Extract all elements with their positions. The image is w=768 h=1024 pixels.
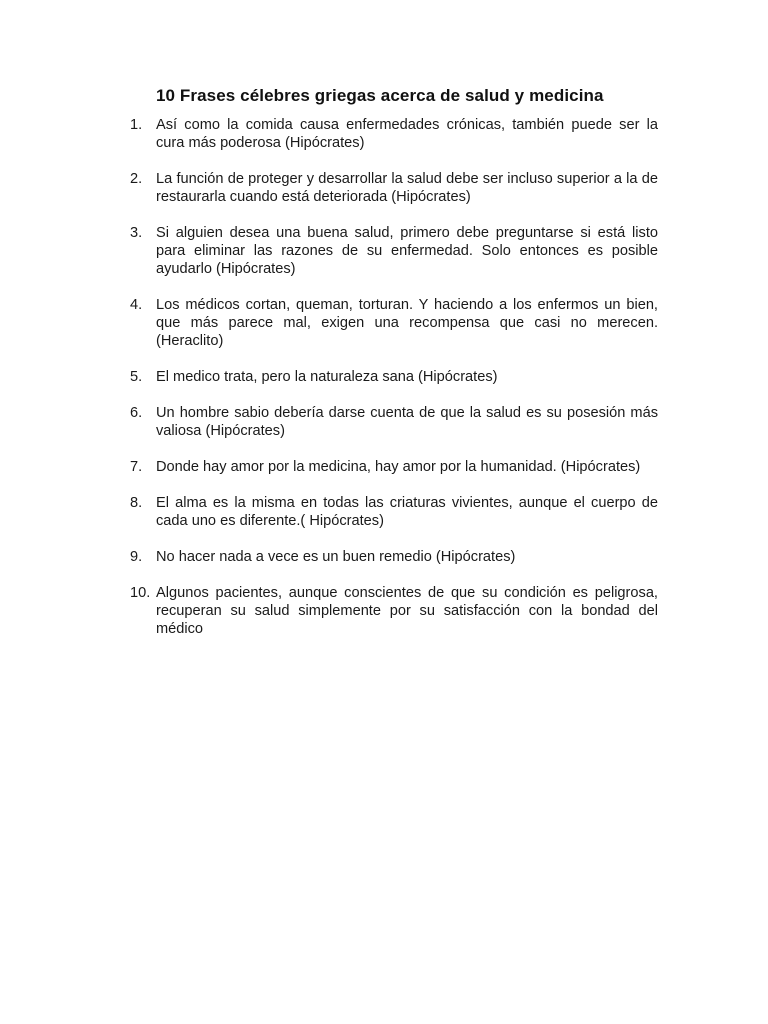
quote-text: Los médicos cortan, queman, torturan. Y haciendo a los enfermos un bien, que más parece mal, exigen una recompensa que casi no merecen. (Heraclito) [156,297,658,349]
quote-item-4 [130,296,658,350]
quote-list [130,116,658,656]
quote-item-9 [130,548,658,566]
quote-number: 8. [130,495,143,511]
quote-text: Donde hay amor por la medicina, hay amor por la humanidad. (Hipócrates) [156,459,641,475]
quote-text: Así como la comida causa enfermedades crónicas, también puede ser la cura más poderosa (Hipócrates) [156,117,658,151]
quote-text: El alma es la misma en todas las criaturas vivientes, aunque el cuerpo de cada uno es diferente.( Hipócrates) [156,495,658,529]
quote-text: No hacer nada a vece es un buen remedio (Hipócrates) [156,549,516,565]
quote-number: 5. [130,369,143,385]
document-title: 10 Frases célebres griegas acerca de salud y medicina [156,86,604,105]
quote-text: Un hombre sabio debería darse cuenta de que la salud es su posesión más valiosa (Hipócrates) [156,405,658,439]
quote-item-5 [130,368,658,386]
quote-text: La función de proteger y desarrollar la salud debe ser incluso superior a la de restaurarla cuando está deteriorada (Hipócrates) [156,171,658,205]
quote-text: Algunos pacientes, aunque conscientes de que su condición es peligrosa, recuperan su salud simplemente por su satisfacción con la bondad del médico [156,585,658,637]
quote-item-6 [130,404,658,440]
quote-number: 6. [130,405,143,421]
quote-number: 3. [130,225,143,241]
quote-item-2 [130,170,658,206]
quote-number: 7. [130,459,143,475]
quote-item-10 [130,584,658,638]
quote-text: El medico trata, pero la naturaleza sana (Hipócrates) [156,369,498,385]
quote-item-1 [130,116,658,152]
quote-item-7 [130,458,658,476]
quote-item-8 [130,494,658,530]
quote-text: Si alguien desea una buena salud, primero debe preguntarse si está listo para eliminar las razones de su enfermedad. Solo entonces es posible ayudarlo (Hipócrates) [156,225,658,277]
quote-number: 9. [130,549,143,565]
quote-item-3 [130,224,658,278]
quote-number: 10. [130,585,151,601]
quote-number: 2. [130,171,143,187]
quote-number: 4. [130,297,143,313]
quote-number: 1. [130,117,143,133]
